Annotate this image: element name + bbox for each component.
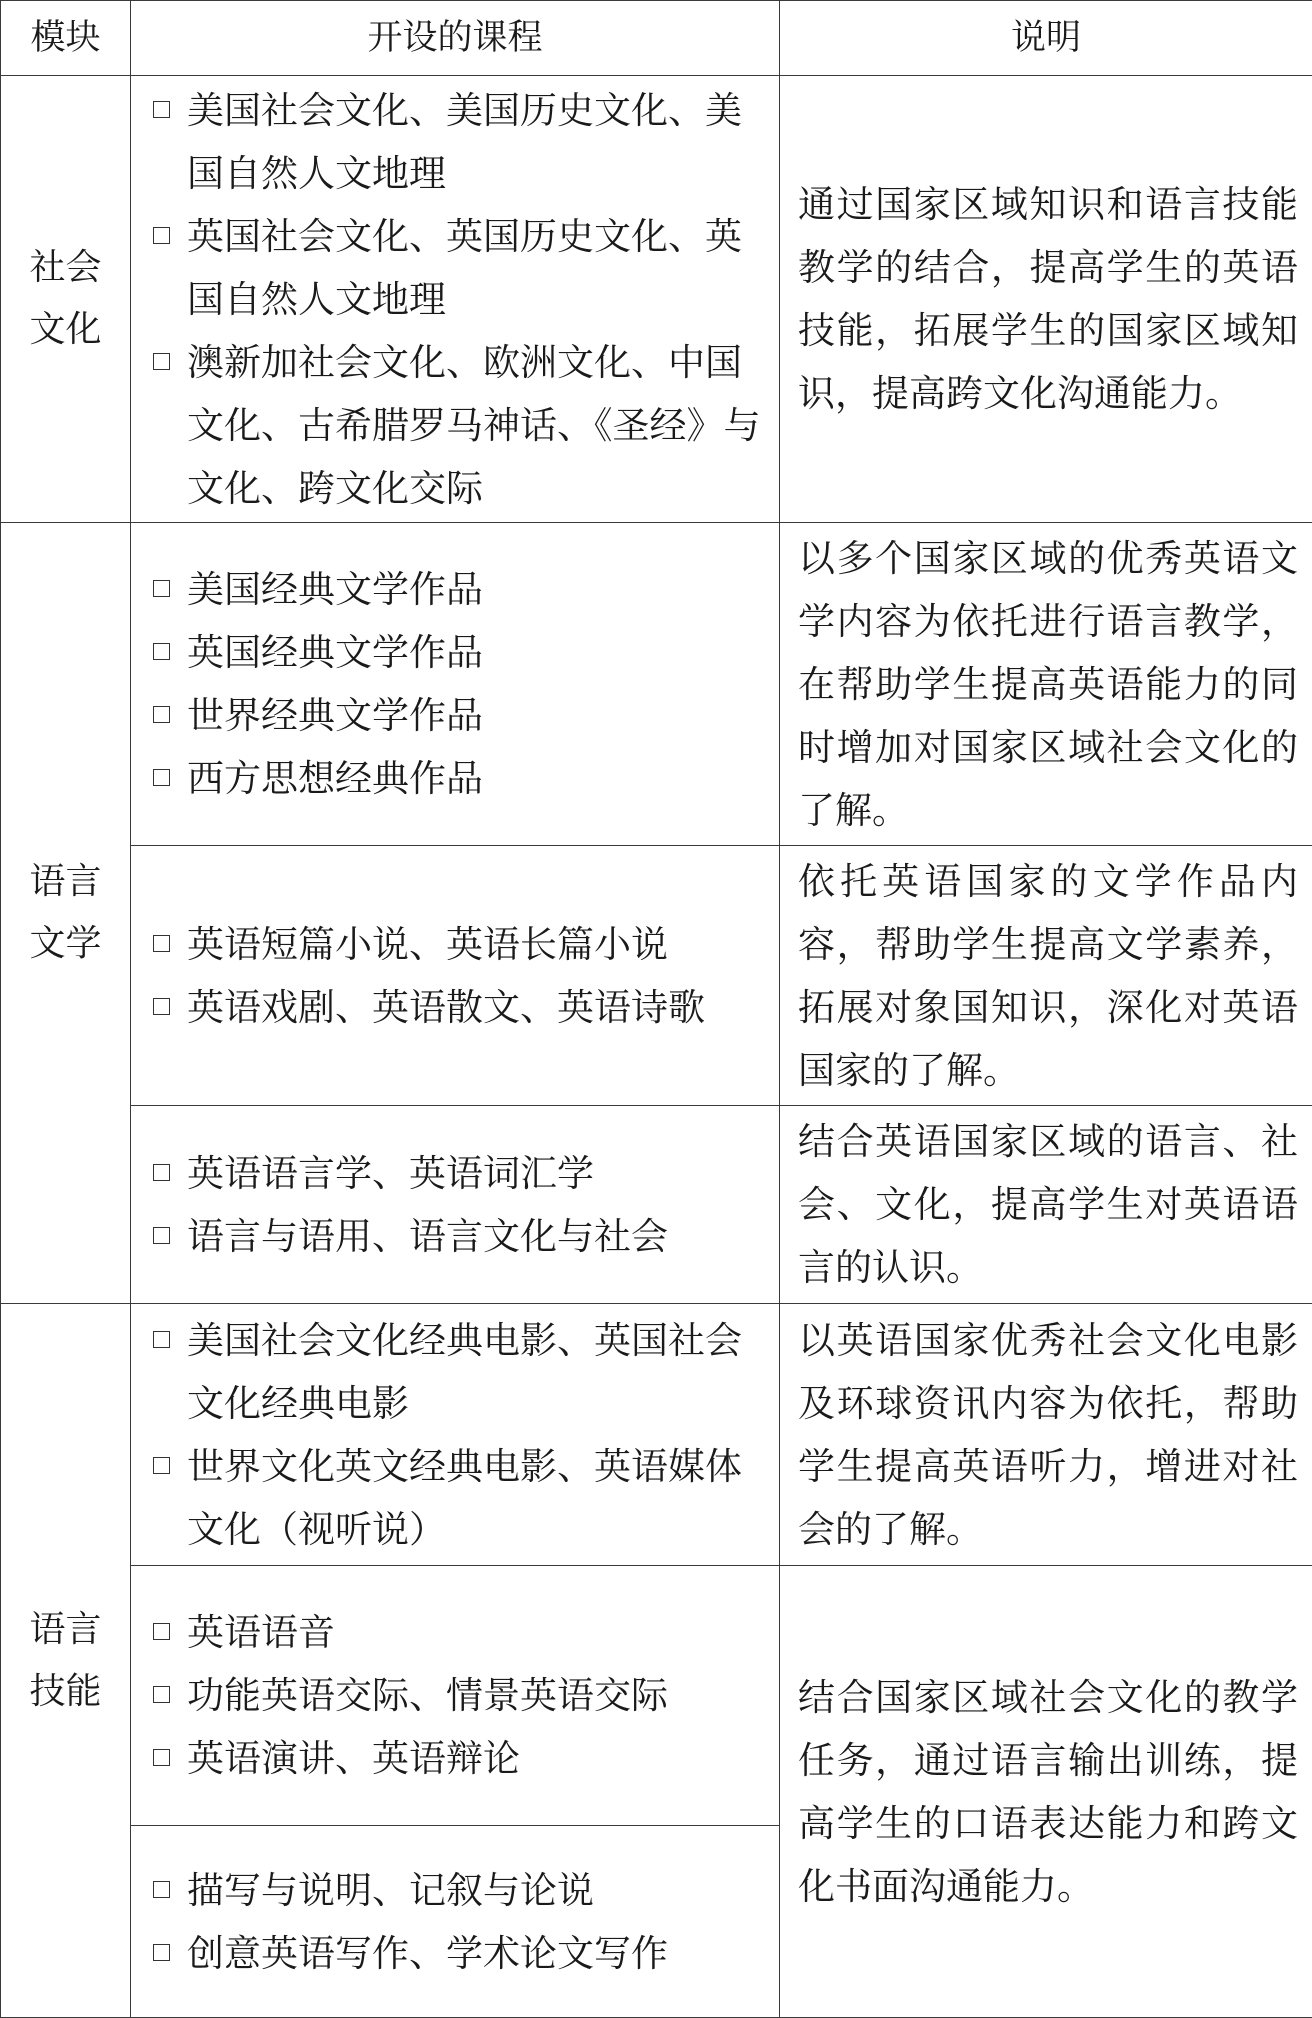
description-cell: 通过国家区域知识和语言技能教学的结合，提高学生的英语技能，拓展学生的国家区域知识，提高跨文化沟通能力。 xyxy=(780,76,1312,523)
checkbox-icon xyxy=(153,935,170,952)
description-cell: 以英语国家优秀社会文化电影及环球资讯内容为依托，帮助学生提高英语听力，增进对社会的了解。 xyxy=(780,1304,1312,1566)
description-cell: 依托英语国家的文学作品内容，帮助学生提高文学素养，拓展对象国知识，深化对英语国家的了解。 xyxy=(780,846,1312,1106)
course-item: 英国经典文学作品 xyxy=(153,621,763,684)
checkbox-icon xyxy=(153,998,170,1015)
module-cell: 社会 文化 xyxy=(1,76,131,523)
course-item: 语言与语用、语言文化与社会 xyxy=(153,1205,763,1268)
checkbox-icon xyxy=(153,1686,170,1703)
course-item: 美国社会文化经典电影、英国社会文化经典电影 xyxy=(153,1309,763,1435)
checkbox-icon xyxy=(153,1331,170,1348)
course-cell xyxy=(131,1566,780,1826)
course-item: 英国社会文化、英国历史文化、英国自然人文地理 xyxy=(153,205,763,331)
table-row xyxy=(1,1106,1312,1304)
course-item: 英语语言学、英语词汇学 xyxy=(153,1142,763,1205)
course-item: 创意英语写作、学术论文写作 xyxy=(153,1922,763,1985)
checkbox-icon xyxy=(153,580,170,597)
table-row xyxy=(1,846,1312,1106)
table-row xyxy=(1,1566,1312,1826)
checkbox-icon xyxy=(153,353,170,370)
checkbox-icon xyxy=(153,643,170,660)
course-item: 西方思想经典作品 xyxy=(153,747,763,810)
course-cell xyxy=(131,1304,780,1566)
course-item: 描写与说明、记叙与论说 xyxy=(153,1859,763,1922)
course-item: 世界经典文学作品 xyxy=(153,684,763,747)
course-cell xyxy=(131,1826,780,2018)
checkbox-icon xyxy=(153,769,170,786)
table-row xyxy=(1,523,1312,846)
checkbox-icon xyxy=(153,1457,170,1474)
course-item: 英语短篇小说、英语长篇小说 xyxy=(153,913,763,976)
course-item: 英语语音 xyxy=(153,1601,763,1664)
checkbox-icon xyxy=(153,227,170,244)
table-row xyxy=(1,76,1312,523)
checkbox-icon xyxy=(153,706,170,723)
description-cell: 结合国家区域社会文化的教学任务，通过语言输出训练，提高学生的口语表达能力和跨文化书面沟通能力。 xyxy=(780,1566,1312,2018)
course-item: 英语演讲、英语辩论 xyxy=(153,1727,763,1790)
module-cell: 语言 技能 xyxy=(1,1304,131,2018)
header-module: 模块 xyxy=(1,1,131,76)
header-row xyxy=(1,1,1312,76)
checkbox-icon xyxy=(153,1164,170,1181)
table-row xyxy=(1,1304,1312,1566)
checkbox-icon xyxy=(153,1227,170,1244)
course-item: 功能英语交际、情景英语交际 xyxy=(153,1664,763,1727)
description-cell: 结合英语国家区域的语言、社会、文化，提高学生对英语语言的认识。 xyxy=(780,1106,1312,1304)
header-courses: 开设的课程 xyxy=(131,1,780,76)
checkbox-icon xyxy=(153,1944,170,1961)
course-cell xyxy=(131,523,780,846)
course-item: 世界文化英文经典电影、英语媒体文化（视听说） xyxy=(153,1435,763,1561)
module-cell: 语言 文学 xyxy=(1,523,131,1304)
course-cell xyxy=(131,1106,780,1304)
course-item: 澳新加社会文化、欧洲文化、中国文化、古希腊罗马神话、《圣经》与文化、跨文化交际 xyxy=(153,331,763,520)
course-item: 美国社会文化、美国历史文化、美国自然人文地理 xyxy=(153,79,763,205)
header-notes: 说明 xyxy=(780,1,1312,76)
description-cell: 以多个国家区域的优秀英语文学内容为依托进行语言教学，在帮助学生提高英语能力的同时增加对国家区域社会文化的了解。 xyxy=(780,523,1312,846)
checkbox-icon xyxy=(153,1749,170,1766)
checkbox-icon xyxy=(153,101,170,118)
course-cell xyxy=(131,846,780,1106)
checkbox-icon xyxy=(153,1623,170,1640)
course-cell xyxy=(131,76,780,523)
course-item: 英语戏剧、英语散文、英语诗歌 xyxy=(153,976,763,1039)
course-item: 美国经典文学作品 xyxy=(153,558,763,621)
checkbox-icon xyxy=(153,1881,170,1898)
